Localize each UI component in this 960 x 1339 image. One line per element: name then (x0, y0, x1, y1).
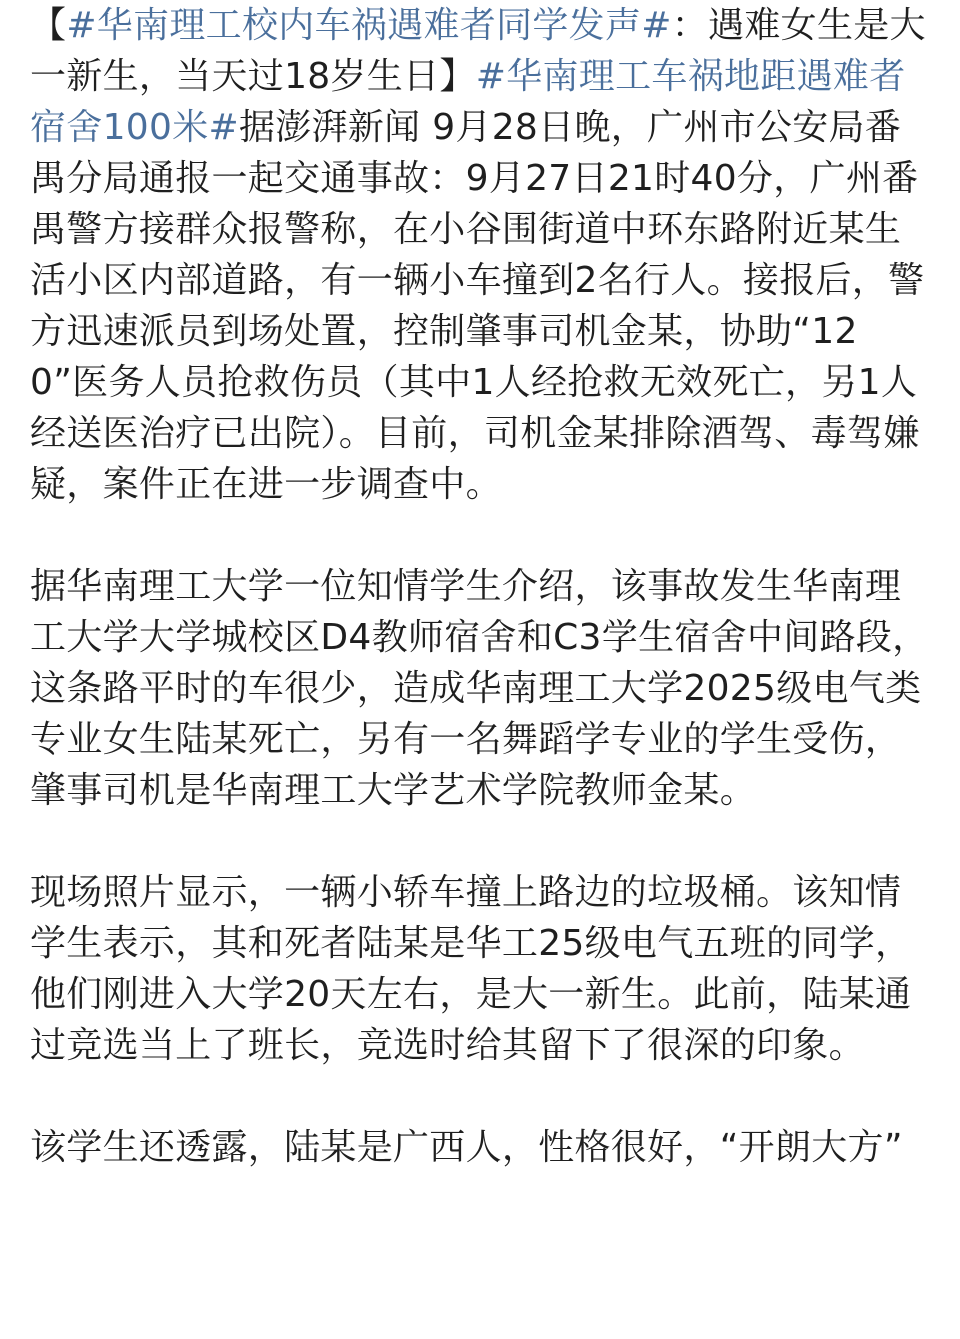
title-open-bracket: 【 (30, 5, 67, 46)
paragraph-1 (30, 0, 930, 510)
paragraph-2: 据华南理工大学一位知情学生介绍，该事故发生华南理工大学大学城校区D4教师宿舍和C3学生宿舍中间路段，这条路平时的车很少，造成华南理工大学2025级电气类专业女生陆某死亡，另有一名舞蹈学专业的学生受伤，肇事司机是华南理工大学艺术学院教师金某。 (30, 566, 929, 811)
title-close-bracket: 】 (439, 56, 476, 97)
hashtag-link-2[interactable]: #华南理工车祸地距遇难者宿舍100米# (30, 56, 906, 148)
paragraph-3: 现场照片显示，一辆小轿车撞上路边的垃圾桶。该知情学生表示，其和死者陆某是华工25级电气五班的同学，他们刚进入大学20天左右，是大一新生。此前，陆某通过竞选当上了班长，竞选时给其留下了很深的印象。 (30, 872, 912, 1066)
paragraph-1-body: 据澎湃新闻 9月28日晚，广州市公安局番禺分局通报一起交通事故：9月27日21时40分，广州番禺警方接群众报警称，在小谷围街道中环东路附近某生活小区内部道路，有一辆小车撞到2名行人。接报后，警方迅速派员到场处置，控制肇事司机金某，协助“120”医务人员抢救伤员（其中1人经抢救无效死亡，另1人经送医治疗已出院）。目前，司机金某排除酒驾、毒驾嫌疑，案件正在进一步调查中。 (30, 107, 925, 505)
hashtag-link-1[interactable]: #华南理工校内车祸遇难者同学发声# (66, 5, 672, 46)
title-text: ：遇难女生是大一新生，当天过18岁生日 (30, 5, 926, 97)
post-body (30, 0, 930, 1224)
paragraph-4: 该学生还透露，陆某是广西人，性格很好，“开朗大方” (30, 1127, 903, 1168)
